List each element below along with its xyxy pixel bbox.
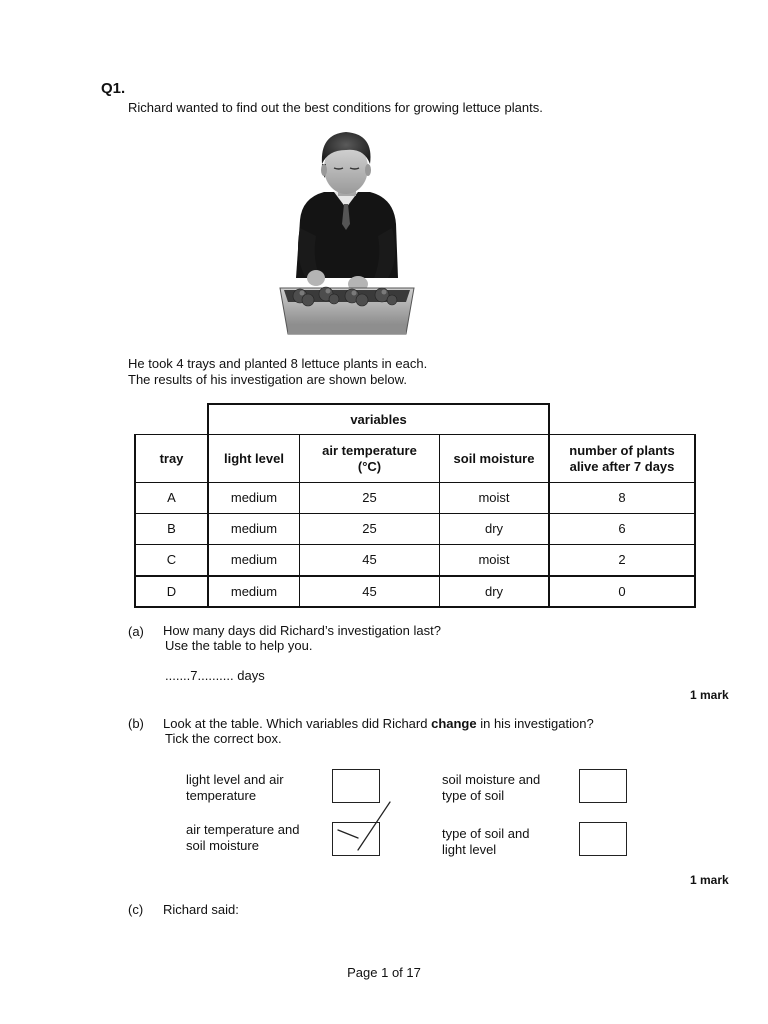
setup-line-1: He took 4 trays and planted 8 lettuce plants in each.: [128, 356, 428, 371]
col-header-plants-alive-line2: alive after 7 days: [569, 458, 675, 474]
option-air-temperature-soil-moisture: [186, 822, 299, 854]
col-header-soil-moisture: soil moisture: [453, 450, 535, 466]
question-intro: Richard wanted to find out the best conditions for growing lettuce plants.: [128, 100, 543, 115]
cell-air-temperature: 25: [362, 521, 377, 536]
tick-box-type-of-soil-light-level[interactable]: [579, 822, 627, 856]
cell-tray: C: [166, 552, 177, 567]
part-b-question-text-end: in his investigation?: [476, 716, 594, 731]
col-header-plants-alive: [550, 435, 694, 482]
variables-group-header: variables: [350, 411, 407, 427]
part-a-mark: 1 mark: [690, 688, 729, 702]
col-header-tray: tray: [159, 450, 184, 466]
part-c-question-line1: Richard said:: [163, 902, 239, 917]
cell-plants-alive: 0: [618, 583, 626, 599]
cell-plants-alive: 2: [618, 552, 626, 567]
cell-tray: D: [166, 583, 177, 599]
col-header-light-level: light level: [224, 450, 284, 466]
cell-soil-moisture: dry: [484, 583, 504, 599]
option-label-line2: soil moisture: [186, 838, 259, 853]
part-b-question-line2: Tick the correct box.: [165, 731, 282, 746]
page-footer: Page 1 of 17: [347, 965, 421, 980]
part-a-answer: .......7.......... days: [165, 668, 265, 683]
option-label-line1: light level and air: [186, 772, 284, 787]
cell-air-temperature: 45: [362, 583, 377, 599]
part-b-mark: 1 mark: [690, 873, 729, 887]
cell-plants-alive: 6: [618, 521, 626, 536]
cell-soil-moisture: dry: [484, 521, 504, 536]
part-b-question-line1: [163, 716, 594, 732]
option-label-line1: air temperature and: [186, 822, 300, 837]
option-light-level-air-temperature: [186, 772, 284, 804]
boy-planting-lettuce-photo: [272, 128, 420, 343]
handwritten-tick-mark-icon: [334, 798, 396, 862]
part-a-question-line2: Use the table to help you.: [165, 638, 313, 653]
col-header-air-temperature-line2: (°C): [357, 458, 382, 474]
part-b-label: (b): [128, 716, 144, 731]
part-b-question-text: Look at the table. Which variables did Richard: [163, 716, 432, 731]
cell-light-level: medium: [230, 521, 278, 536]
cell-light-level: medium: [230, 552, 278, 567]
cell-soil-moisture: moist: [478, 552, 510, 567]
cell-light-level: medium: [230, 490, 278, 505]
col-header-air-temperature: [300, 435, 439, 482]
part-a-label: (a): [128, 624, 144, 639]
setup-line-2: The results of his investigation are shown below.: [128, 372, 407, 387]
results-table: [134, 403, 696, 607]
question-number: Q1.: [101, 80, 126, 97]
tick-box-soil-moisture-type-of-soil[interactable]: [579, 769, 627, 803]
cell-air-temperature: 25: [362, 490, 377, 505]
option-soil-moisture-type-of-soil: [442, 772, 540, 804]
part-b-question-emphasis: change: [431, 716, 477, 731]
option-label-line1: type of soil and: [442, 826, 530, 841]
part-a-question-line1: How many days did Richard’s investigation last?: [163, 623, 441, 638]
part-c-label: (c): [128, 902, 144, 917]
cell-soil-moisture: moist: [478, 490, 510, 505]
cell-plants-alive: 8: [618, 490, 626, 505]
option-label-line2: temperature: [186, 788, 257, 803]
option-type-of-soil-light-level: [442, 826, 529, 858]
cell-light-level: medium: [230, 583, 278, 599]
cell-tray: B: [167, 521, 176, 536]
option-label-line2: light level: [442, 842, 497, 857]
col-header-plants-alive-line1: number of plants: [569, 442, 675, 458]
cell-tray: A: [167, 490, 176, 505]
cell-air-temperature: 45: [362, 552, 377, 567]
col-header-air-temperature-line1: air temperature: [322, 442, 417, 458]
option-label-line2: type of soil: [442, 788, 505, 803]
option-label-line1: soil moisture and: [442, 772, 541, 787]
